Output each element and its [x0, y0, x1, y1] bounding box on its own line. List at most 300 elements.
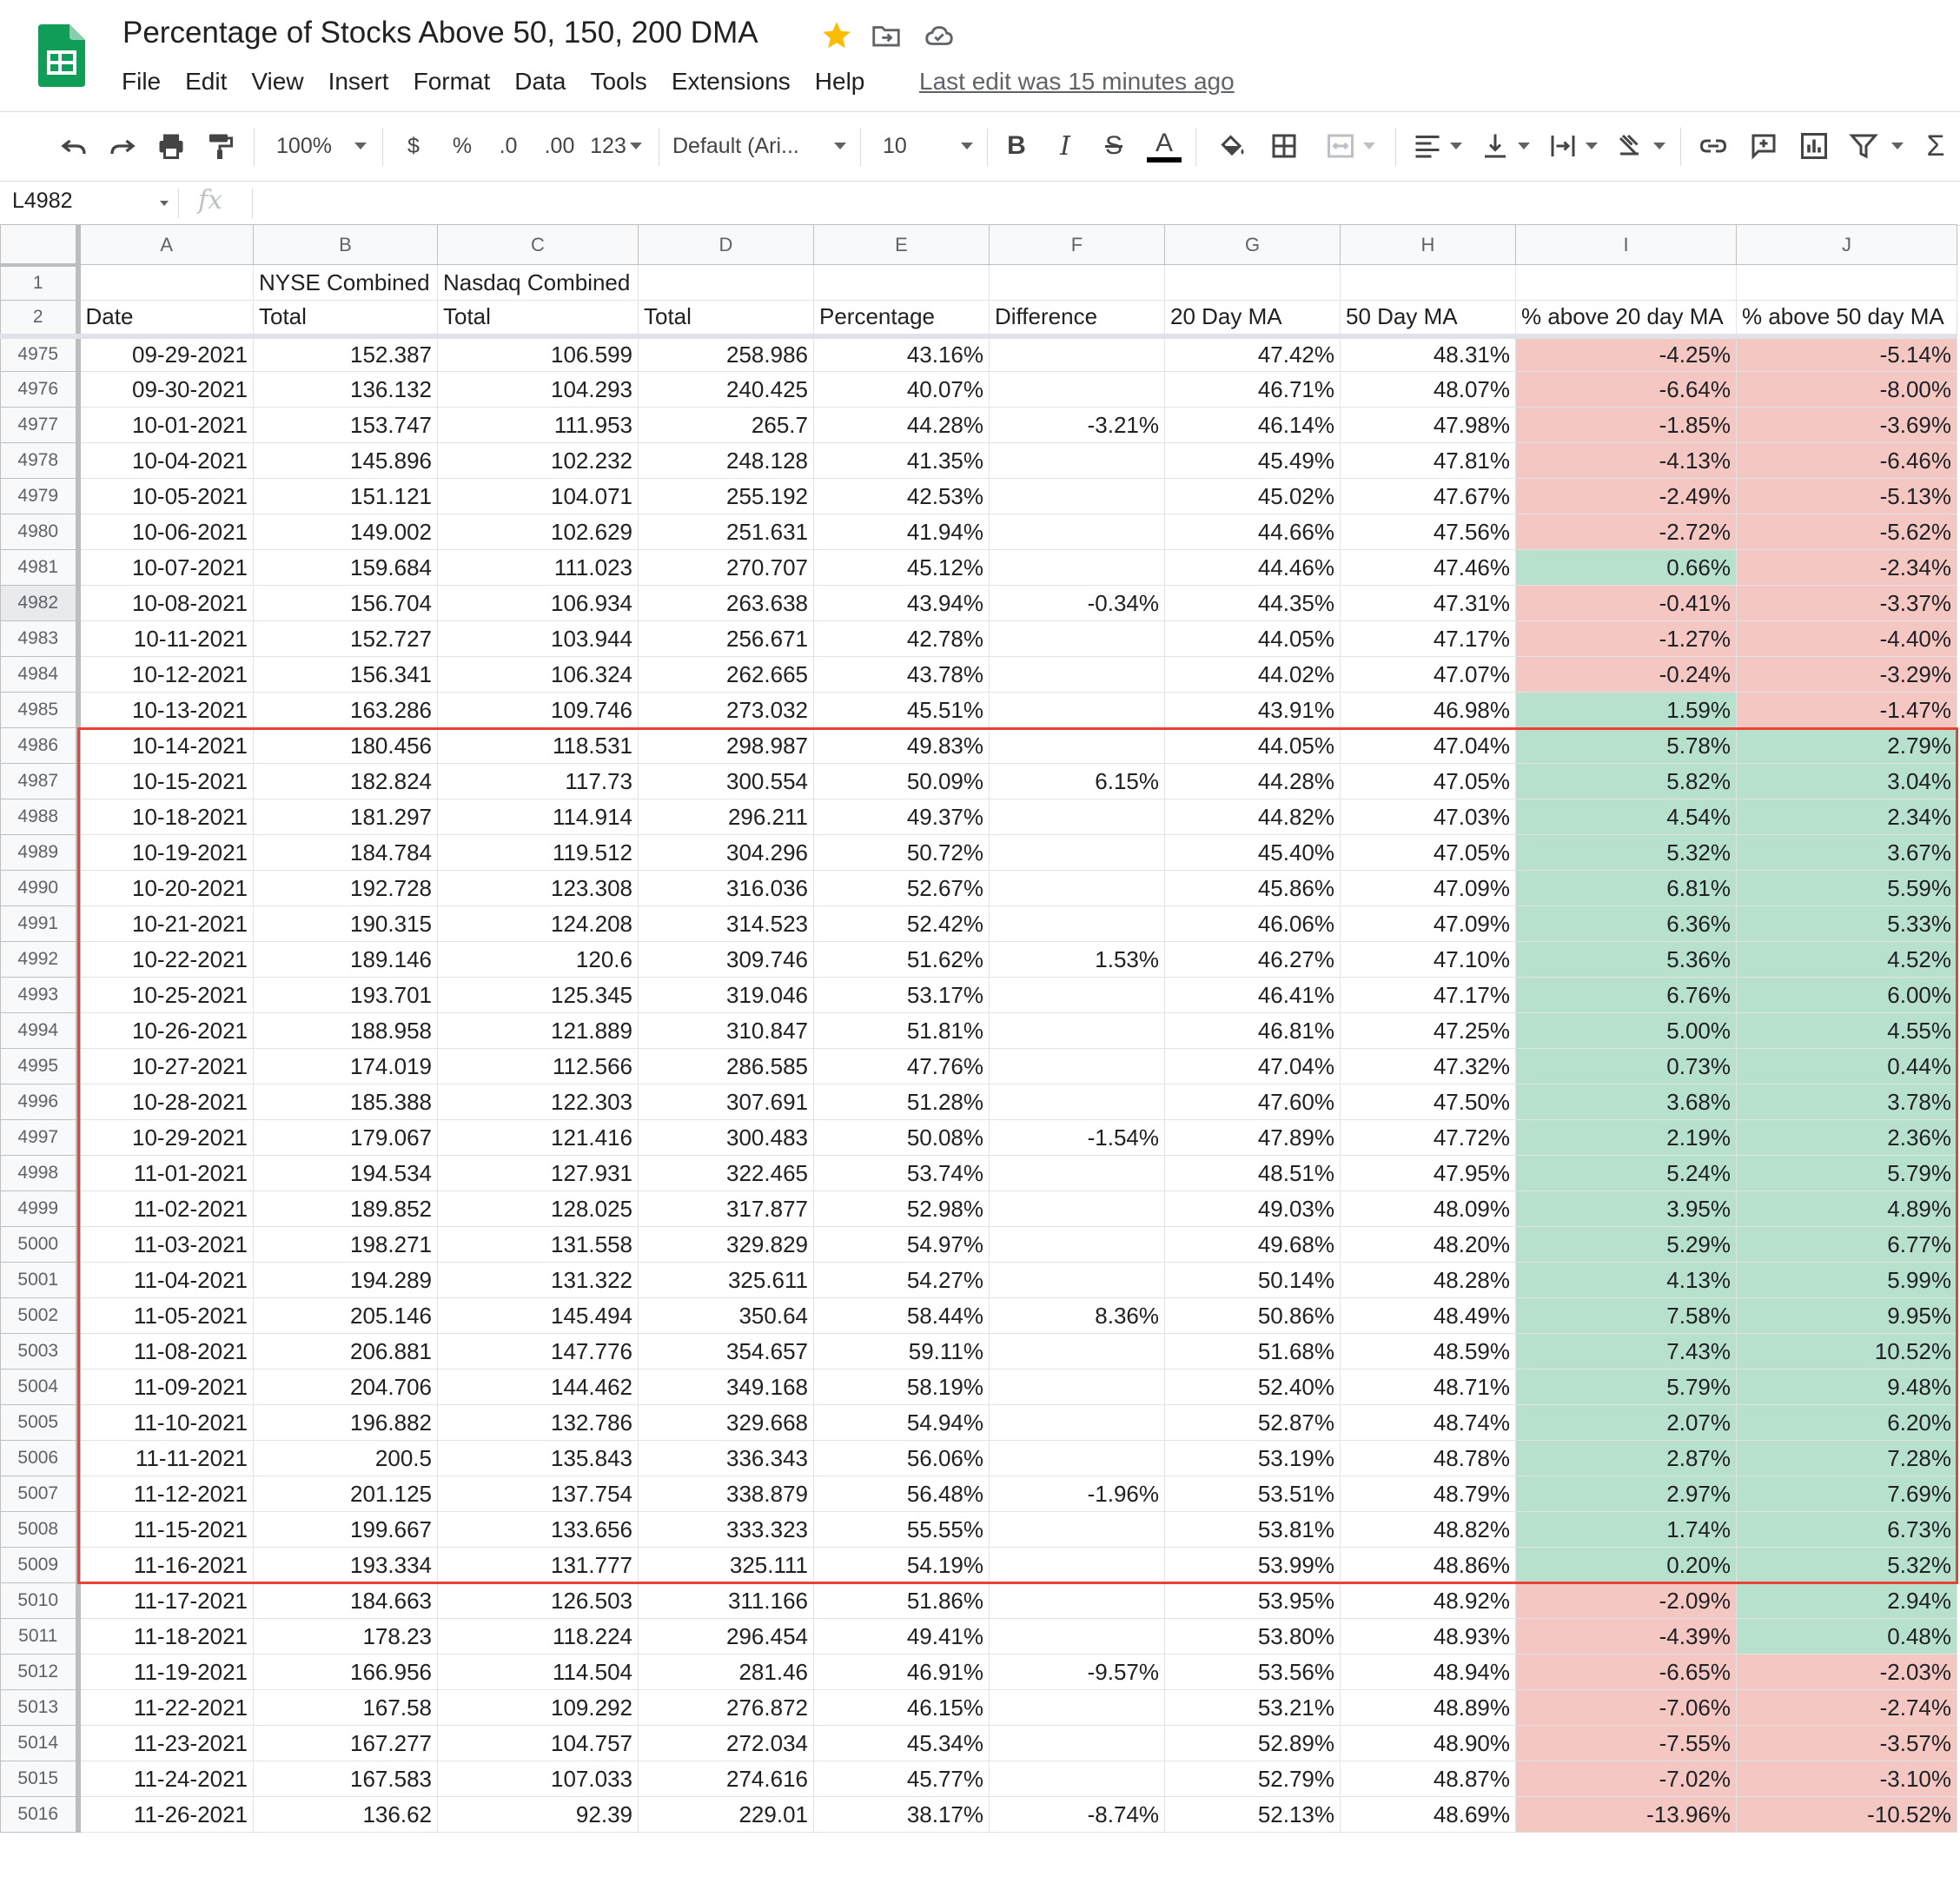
date-cell[interactable]: 10-06-2021: [78, 514, 254, 550]
ma50-cell[interactable]: 48.89%: [1341, 1690, 1516, 1726]
row-header[interactable]: 4990: [1, 871, 78, 906]
nyse-total-cell[interactable]: 194.289: [254, 1263, 438, 1298]
date-cell[interactable]: 10-25-2021: [78, 978, 254, 1013]
ma20-cell[interactable]: 49.03%: [1165, 1191, 1341, 1227]
difference-cell[interactable]: [990, 1084, 1165, 1120]
above-50ma-cell[interactable]: 5.79%: [1737, 1156, 1957, 1191]
row-header[interactable]: 4989: [1, 835, 78, 871]
total-cell[interactable]: 336.343: [639, 1441, 814, 1476]
move-to-folder-icon[interactable]: [870, 19, 903, 52]
nasdaq-total-cell[interactable]: 102.232: [438, 443, 639, 479]
difference-cell[interactable]: [990, 1049, 1165, 1084]
horizontal-align-button[interactable]: [1409, 124, 1465, 168]
column-header-e[interactable]: E: [814, 225, 990, 265]
header-cell[interactable]: NYSE Combined: [254, 265, 438, 301]
difference-cell[interactable]: [990, 1156, 1165, 1191]
above-20ma-cell[interactable]: 4.13%: [1516, 1263, 1737, 1298]
percentage-cell[interactable]: 41.94%: [814, 514, 990, 550]
star-icon[interactable]: [820, 19, 853, 52]
menu-help[interactable]: Help: [814, 68, 865, 95]
above-50ma-cell[interactable]: 4.89%: [1737, 1191, 1957, 1227]
total-cell[interactable]: 262.665: [639, 657, 814, 693]
row-header[interactable]: 4999: [1, 1191, 78, 1227]
row-header[interactable]: 5006: [1, 1441, 78, 1476]
difference-cell[interactable]: -1.96%: [990, 1476, 1165, 1512]
percentage-cell[interactable]: 52.98%: [814, 1191, 990, 1227]
ma50-cell[interactable]: 48.78%: [1341, 1441, 1516, 1476]
nasdaq-total-cell[interactable]: 121.889: [438, 1013, 639, 1049]
nyse-total-cell[interactable]: 205.146: [254, 1298, 438, 1334]
above-20ma-cell[interactable]: -0.41%: [1516, 586, 1737, 621]
row-header[interactable]: 5012: [1, 1655, 78, 1690]
above-20ma-cell[interactable]: 0.73%: [1516, 1049, 1737, 1084]
difference-cell[interactable]: [990, 835, 1165, 871]
total-cell[interactable]: 329.829: [639, 1227, 814, 1263]
above-50ma-cell[interactable]: 7.28%: [1737, 1441, 1957, 1476]
ma20-cell[interactable]: 46.14%: [1165, 408, 1341, 443]
above-20ma-cell[interactable]: 7.58%: [1516, 1298, 1737, 1334]
ma50-cell[interactable]: 48.69%: [1341, 1797, 1516, 1833]
total-cell[interactable]: 256.671: [639, 621, 814, 657]
above-20ma-cell[interactable]: -6.65%: [1516, 1655, 1737, 1690]
bold-button[interactable]: B: [1007, 131, 1026, 160]
ma50-cell[interactable]: 47.04%: [1341, 728, 1516, 764]
above-50ma-cell[interactable]: -3.10%: [1737, 1761, 1957, 1797]
total-cell[interactable]: 276.872: [639, 1690, 814, 1726]
row-header[interactable]: 4998: [1, 1156, 78, 1191]
total-cell[interactable]: 258.986: [639, 336, 814, 372]
ma50-cell[interactable]: 48.74%: [1341, 1405, 1516, 1441]
ma50-cell[interactable]: 48.71%: [1341, 1370, 1516, 1405]
ma50-cell[interactable]: 47.25%: [1341, 1013, 1516, 1049]
ma20-cell[interactable]: 53.95%: [1165, 1583, 1341, 1619]
percentage-cell[interactable]: 38.17%: [814, 1797, 990, 1833]
ma20-cell[interactable]: 49.68%: [1165, 1227, 1341, 1263]
difference-cell[interactable]: -1.54%: [990, 1120, 1165, 1156]
total-cell[interactable]: 333.323: [639, 1512, 814, 1548]
above-50ma-cell[interactable]: 6.00%: [1737, 978, 1957, 1013]
ma50-cell[interactable]: 46.98%: [1341, 693, 1516, 728]
difference-cell[interactable]: [990, 1263, 1165, 1298]
date-cell[interactable]: 10-18-2021: [78, 799, 254, 835]
date-cell[interactable]: 11-18-2021: [78, 1619, 254, 1655]
date-cell[interactable]: 11-17-2021: [78, 1583, 254, 1619]
percentage-cell[interactable]: 41.35%: [814, 443, 990, 479]
above-50ma-cell[interactable]: -3.29%: [1737, 657, 1957, 693]
total-cell[interactable]: 270.707: [639, 550, 814, 586]
difference-cell[interactable]: [990, 621, 1165, 657]
difference-cell[interactable]: [990, 1512, 1165, 1548]
row-header[interactable]: 4994: [1, 1013, 78, 1049]
total-cell[interactable]: 329.668: [639, 1405, 814, 1441]
above-20ma-cell[interactable]: 5.00%: [1516, 1013, 1737, 1049]
percentage-cell[interactable]: 40.07%: [814, 372, 990, 408]
ma50-cell[interactable]: 48.94%: [1341, 1655, 1516, 1690]
redo-button[interactable]: [103, 124, 142, 168]
undo-button[interactable]: [54, 124, 94, 168]
column-header-i[interactable]: I: [1516, 225, 1737, 265]
ma50-cell[interactable]: 47.03%: [1341, 799, 1516, 835]
percentage-cell[interactable]: 45.12%: [814, 550, 990, 586]
header-cell[interactable]: [1516, 265, 1737, 301]
header-cell[interactable]: Total: [639, 301, 814, 336]
row-header[interactable]: 5005: [1, 1405, 78, 1441]
cloud-saved-icon[interactable]: [923, 19, 956, 52]
header-cell[interactable]: 50 Day MA: [1341, 301, 1516, 336]
row-header[interactable]: 4986: [1, 728, 78, 764]
percentage-cell[interactable]: 44.28%: [814, 408, 990, 443]
date-cell[interactable]: 11-08-2021: [78, 1334, 254, 1370]
total-cell[interactable]: 265.7: [639, 408, 814, 443]
above-50ma-cell[interactable]: 5.32%: [1737, 1548, 1957, 1583]
nasdaq-total-cell[interactable]: 131.777: [438, 1548, 639, 1583]
nyse-total-cell[interactable]: 181.297: [254, 799, 438, 835]
difference-cell[interactable]: [990, 1191, 1165, 1227]
ma50-cell[interactable]: 47.05%: [1341, 764, 1516, 799]
above-20ma-cell[interactable]: 0.20%: [1516, 1548, 1737, 1583]
functions-button[interactable]: Σ: [1926, 129, 1945, 162]
nasdaq-total-cell[interactable]: 106.599: [438, 336, 639, 372]
nasdaq-total-cell[interactable]: 133.656: [438, 1512, 639, 1548]
total-cell[interactable]: 273.032: [639, 693, 814, 728]
nyse-total-cell[interactable]: 200.5: [254, 1441, 438, 1476]
row-header[interactable]: 4978: [1, 443, 78, 479]
date-cell[interactable]: 10-11-2021: [78, 621, 254, 657]
ma20-cell[interactable]: 44.02%: [1165, 657, 1341, 693]
paint-format-button[interactable]: [200, 124, 240, 168]
total-cell[interactable]: 272.034: [639, 1726, 814, 1761]
sheets-logo-icon[interactable]: [38, 24, 85, 87]
nasdaq-total-cell[interactable]: 103.944: [438, 621, 639, 657]
above-50ma-cell[interactable]: 2.79%: [1737, 728, 1957, 764]
percentage-cell[interactable]: 59.11%: [814, 1334, 990, 1370]
above-20ma-cell[interactable]: 3.68%: [1516, 1084, 1737, 1120]
insert-chart-button[interactable]: [1795, 124, 1833, 168]
row-header[interactable]: 1: [1, 265, 78, 301]
row-header[interactable]: 4984: [1, 657, 78, 693]
above-20ma-cell[interactable]: 1.59%: [1516, 693, 1737, 728]
percentage-cell[interactable]: 49.37%: [814, 799, 990, 835]
percentage-cell[interactable]: 46.15%: [814, 1690, 990, 1726]
row-header[interactable]: 4979: [1, 479, 78, 514]
nasdaq-total-cell[interactable]: 109.746: [438, 693, 639, 728]
nasdaq-total-cell[interactable]: 131.558: [438, 1227, 639, 1263]
nasdaq-total-cell[interactable]: 121.416: [438, 1120, 639, 1156]
above-50ma-cell[interactable]: 9.48%: [1737, 1370, 1957, 1405]
nyse-total-cell[interactable]: 198.271: [254, 1227, 438, 1263]
date-cell[interactable]: 10-07-2021: [78, 550, 254, 586]
menu-tools[interactable]: Tools: [590, 68, 647, 95]
date-cell[interactable]: 11-09-2021: [78, 1370, 254, 1405]
nyse-total-cell[interactable]: 167.583: [254, 1761, 438, 1797]
nasdaq-total-cell[interactable]: 104.757: [438, 1726, 639, 1761]
nyse-total-cell[interactable]: 194.534: [254, 1156, 438, 1191]
ma20-cell[interactable]: 44.66%: [1165, 514, 1341, 550]
ma50-cell[interactable]: 47.17%: [1341, 621, 1516, 657]
above-20ma-cell[interactable]: -6.64%: [1516, 372, 1737, 408]
difference-cell[interactable]: [990, 1583, 1165, 1619]
difference-cell[interactable]: [990, 443, 1165, 479]
percentage-cell[interactable]: 45.34%: [814, 1726, 990, 1761]
increase-decimal-button[interactable]: [539, 124, 580, 168]
ma20-cell[interactable]: 52.40%: [1165, 1370, 1341, 1405]
strikethrough-button[interactable]: S: [1104, 131, 1122, 160]
ma20-cell[interactable]: 43.91%: [1165, 693, 1341, 728]
date-cell[interactable]: 11-19-2021: [78, 1655, 254, 1690]
date-cell[interactable]: 11-05-2021: [78, 1298, 254, 1334]
total-cell[interactable]: 298.987: [639, 728, 814, 764]
header-cell[interactable]: Nasdaq Combined: [438, 265, 639, 301]
nyse-total-cell[interactable]: 206.881: [254, 1334, 438, 1370]
header-cell[interactable]: % above 20 day MA: [1516, 301, 1737, 336]
above-50ma-cell[interactable]: 6.73%: [1737, 1512, 1957, 1548]
above-50ma-cell[interactable]: 4.52%: [1737, 942, 1957, 978]
row-header[interactable]: 5002: [1, 1298, 78, 1334]
more-formats-button[interactable]: [586, 124, 646, 168]
nasdaq-total-cell[interactable]: 117.73: [438, 764, 639, 799]
above-20ma-cell[interactable]: -2.72%: [1516, 514, 1737, 550]
row-header[interactable]: 4977: [1, 408, 78, 443]
difference-cell[interactable]: -3.21%: [990, 408, 1165, 443]
above-20ma-cell[interactable]: -2.09%: [1516, 1583, 1737, 1619]
menu-file[interactable]: File: [122, 68, 162, 95]
header-cell[interactable]: [1341, 265, 1516, 301]
difference-cell[interactable]: [990, 906, 1165, 942]
nyse-total-cell[interactable]: 179.067: [254, 1120, 438, 1156]
nasdaq-total-cell[interactable]: 135.843: [438, 1441, 639, 1476]
nyse-total-cell[interactable]: 159.684: [254, 550, 438, 586]
difference-cell[interactable]: [990, 336, 1165, 372]
percentage-cell[interactable]: 45.77%: [814, 1761, 990, 1797]
ma50-cell[interactable]: 47.31%: [1341, 586, 1516, 621]
date-cell[interactable]: 11-22-2021: [78, 1690, 254, 1726]
header-cell[interactable]: [990, 265, 1165, 301]
row-header[interactable]: 4987: [1, 764, 78, 799]
row-header[interactable]: 5016: [1, 1797, 78, 1833]
nasdaq-total-cell[interactable]: 114.504: [438, 1655, 639, 1690]
above-20ma-cell[interactable]: 5.82%: [1516, 764, 1737, 799]
above-20ma-cell[interactable]: 5.78%: [1516, 728, 1737, 764]
column-header-g[interactable]: G: [1165, 225, 1341, 265]
percentage-cell[interactable]: 51.81%: [814, 1013, 990, 1049]
insert-link-button[interactable]: [1694, 124, 1732, 168]
above-20ma-cell[interactable]: 7.43%: [1516, 1334, 1737, 1370]
above-50ma-cell[interactable]: 9.95%: [1737, 1298, 1957, 1334]
above-20ma-cell[interactable]: 4.54%: [1516, 799, 1737, 835]
difference-cell[interactable]: 6.15%: [990, 764, 1165, 799]
nasdaq-total-cell[interactable]: 111.023: [438, 550, 639, 586]
row-header[interactable]: 5007: [1, 1476, 78, 1512]
borders-button[interactable]: [1265, 124, 1303, 168]
total-cell[interactable]: 286.585: [639, 1049, 814, 1084]
ma50-cell[interactable]: 48.09%: [1341, 1191, 1516, 1227]
percentage-cell[interactable]: 56.48%: [814, 1476, 990, 1512]
percentage-cell[interactable]: 42.78%: [814, 621, 990, 657]
percentage-cell[interactable]: 43.16%: [814, 336, 990, 372]
ma20-cell[interactable]: 52.13%: [1165, 1797, 1341, 1833]
total-cell[interactable]: 255.192: [639, 479, 814, 514]
difference-cell[interactable]: 1.53%: [990, 942, 1165, 978]
row-header[interactable]: 4976: [1, 372, 78, 408]
ma20-cell[interactable]: 44.05%: [1165, 728, 1341, 764]
date-cell[interactable]: 10-27-2021: [78, 1049, 254, 1084]
total-cell[interactable]: 354.657: [639, 1334, 814, 1370]
percentage-cell[interactable]: 50.08%: [814, 1120, 990, 1156]
percentage-cell[interactable]: 52.42%: [814, 906, 990, 942]
ma50-cell[interactable]: 48.31%: [1341, 336, 1516, 372]
column-header-d[interactable]: D: [639, 225, 814, 265]
ma50-cell[interactable]: 48.82%: [1341, 1512, 1516, 1548]
total-cell[interactable]: 281.46: [639, 1655, 814, 1690]
total-cell[interactable]: 325.611: [639, 1263, 814, 1298]
above-20ma-cell[interactable]: -13.96%: [1516, 1797, 1737, 1833]
date-cell[interactable]: 11-16-2021: [78, 1548, 254, 1583]
date-cell[interactable]: 11-04-2021: [78, 1263, 254, 1298]
nyse-total-cell[interactable]: 180.456: [254, 728, 438, 764]
difference-cell[interactable]: -9.57%: [990, 1655, 1165, 1690]
header-cell[interactable]: Percentage: [814, 301, 990, 336]
nasdaq-total-cell[interactable]: 145.494: [438, 1298, 639, 1334]
ma50-cell[interactable]: 48.20%: [1341, 1227, 1516, 1263]
above-50ma-cell[interactable]: -4.40%: [1737, 621, 1957, 657]
row-header[interactable]: 4975: [1, 336, 78, 372]
total-cell[interactable]: 325.111: [639, 1548, 814, 1583]
ma50-cell[interactable]: 47.09%: [1341, 871, 1516, 906]
ma50-cell[interactable]: 47.07%: [1341, 657, 1516, 693]
header-cell[interactable]: [814, 265, 990, 301]
above-20ma-cell[interactable]: -2.49%: [1516, 479, 1737, 514]
vertical-align-button[interactable]: [1477, 124, 1533, 168]
nyse-total-cell[interactable]: 184.784: [254, 835, 438, 871]
above-50ma-cell[interactable]: 4.55%: [1737, 1013, 1957, 1049]
ma50-cell[interactable]: 47.81%: [1341, 443, 1516, 479]
percentage-cell[interactable]: 51.62%: [814, 942, 990, 978]
percentage-cell[interactable]: 43.78%: [814, 657, 990, 693]
above-50ma-cell[interactable]: 7.69%: [1737, 1476, 1957, 1512]
nyse-total-cell[interactable]: 193.334: [254, 1548, 438, 1583]
total-cell[interactable]: 349.168: [639, 1370, 814, 1405]
ma20-cell[interactable]: 45.02%: [1165, 479, 1341, 514]
row-header[interactable]: 4983: [1, 621, 78, 657]
ma20-cell[interactable]: 45.49%: [1165, 443, 1341, 479]
nasdaq-total-cell[interactable]: 118.224: [438, 1619, 639, 1655]
nasdaq-total-cell[interactable]: 104.293: [438, 372, 639, 408]
above-20ma-cell[interactable]: -4.25%: [1516, 336, 1737, 372]
above-20ma-cell[interactable]: 5.36%: [1516, 942, 1737, 978]
ma50-cell[interactable]: 47.09%: [1341, 906, 1516, 942]
merge-cells-button[interactable]: [1315, 124, 1385, 168]
ma50-cell[interactable]: 47.50%: [1341, 1084, 1516, 1120]
date-cell[interactable]: 10-22-2021: [78, 942, 254, 978]
last-edit-link[interactable]: Last edit was 15 minutes ago: [919, 68, 1235, 95]
above-50ma-cell[interactable]: -1.47%: [1737, 693, 1957, 728]
total-cell[interactable]: 248.128: [639, 443, 814, 479]
date-cell[interactable]: 10-15-2021: [78, 764, 254, 799]
above-50ma-cell[interactable]: -2.34%: [1737, 550, 1957, 586]
currency-format-button[interactable]: $: [407, 133, 420, 158]
above-20ma-cell[interactable]: 0.66%: [1516, 550, 1737, 586]
total-cell[interactable]: 296.454: [639, 1619, 814, 1655]
date-cell[interactable]: 11-12-2021: [78, 1476, 254, 1512]
above-50ma-cell[interactable]: -3.69%: [1737, 408, 1957, 443]
above-20ma-cell[interactable]: 5.32%: [1516, 835, 1737, 871]
total-cell[interactable]: 309.746: [639, 942, 814, 978]
above-50ma-cell[interactable]: 10.52%: [1737, 1334, 1957, 1370]
difference-cell[interactable]: [990, 1441, 1165, 1476]
row-header[interactable]: 4995: [1, 1049, 78, 1084]
percentage-cell[interactable]: 49.41%: [814, 1619, 990, 1655]
nasdaq-total-cell[interactable]: 114.914: [438, 799, 639, 835]
difference-cell[interactable]: [990, 1227, 1165, 1263]
ma50-cell[interactable]: 47.46%: [1341, 550, 1516, 586]
total-cell[interactable]: 319.046: [639, 978, 814, 1013]
nyse-total-cell[interactable]: 204.706: [254, 1370, 438, 1405]
nasdaq-total-cell[interactable]: 123.308: [438, 871, 639, 906]
date-cell[interactable]: 09-29-2021: [78, 336, 254, 372]
percentage-cell[interactable]: 54.19%: [814, 1548, 990, 1583]
date-cell[interactable]: 11-24-2021: [78, 1761, 254, 1797]
nasdaq-total-cell[interactable]: 126.503: [438, 1583, 639, 1619]
above-50ma-cell[interactable]: -3.37%: [1737, 586, 1957, 621]
above-50ma-cell[interactable]: 2.36%: [1737, 1120, 1957, 1156]
percentage-cell[interactable]: 42.53%: [814, 479, 990, 514]
nyse-total-cell[interactable]: 201.125: [254, 1476, 438, 1512]
percentage-cell[interactable]: 51.86%: [814, 1583, 990, 1619]
date-cell[interactable]: 10-05-2021: [78, 479, 254, 514]
total-cell[interactable]: 317.877: [639, 1191, 814, 1227]
nasdaq-total-cell[interactable]: 112.566: [438, 1049, 639, 1084]
percentage-cell[interactable]: 53.74%: [814, 1156, 990, 1191]
nyse-total-cell[interactable]: 167.58: [254, 1690, 438, 1726]
above-50ma-cell[interactable]: 5.33%: [1737, 906, 1957, 942]
total-cell[interactable]: 307.691: [639, 1084, 814, 1120]
column-header-a[interactable]: A: [78, 225, 254, 265]
ma20-cell[interactable]: 51.68%: [1165, 1334, 1341, 1370]
total-cell[interactable]: 310.847: [639, 1013, 814, 1049]
date-cell[interactable]: 11-10-2021: [78, 1405, 254, 1441]
ma50-cell[interactable]: 48.86%: [1341, 1548, 1516, 1583]
row-header[interactable]: 4991: [1, 906, 78, 942]
above-20ma-cell[interactable]: 6.36%: [1516, 906, 1737, 942]
nyse-total-cell[interactable]: 192.728: [254, 871, 438, 906]
ma50-cell[interactable]: 48.87%: [1341, 1761, 1516, 1797]
insert-comment-button[interactable]: [1745, 124, 1783, 168]
date-cell[interactable]: 10-20-2021: [78, 871, 254, 906]
date-cell[interactable]: 11-15-2021: [78, 1512, 254, 1548]
nasdaq-total-cell[interactable]: 131.322: [438, 1263, 639, 1298]
nyse-total-cell[interactable]: 189.146: [254, 942, 438, 978]
total-cell[interactable]: 240.425: [639, 372, 814, 408]
ma20-cell[interactable]: 46.81%: [1165, 1013, 1341, 1049]
date-cell[interactable]: 10-26-2021: [78, 1013, 254, 1049]
nyse-total-cell[interactable]: 185.388: [254, 1084, 438, 1120]
above-50ma-cell[interactable]: -5.62%: [1737, 514, 1957, 550]
text-rotation-button[interactable]: [1612, 124, 1668, 168]
filter-button[interactable]: [1845, 124, 1906, 168]
above-20ma-cell[interactable]: 5.29%: [1516, 1227, 1737, 1263]
total-cell[interactable]: 316.036: [639, 871, 814, 906]
date-cell[interactable]: 09-30-2021: [78, 372, 254, 408]
row-header[interactable]: 4982: [1, 586, 78, 621]
ma50-cell[interactable]: 47.67%: [1341, 479, 1516, 514]
difference-cell[interactable]: [990, 693, 1165, 728]
chevron-down-icon[interactable]: [160, 201, 169, 206]
percent-format-button[interactable]: %: [452, 133, 473, 158]
ma50-cell[interactable]: 48.49%: [1341, 1298, 1516, 1334]
above-20ma-cell[interactable]: -1.27%: [1516, 621, 1737, 657]
row-header[interactable]: 5011: [1, 1619, 78, 1655]
ma50-cell[interactable]: 47.32%: [1341, 1049, 1516, 1084]
